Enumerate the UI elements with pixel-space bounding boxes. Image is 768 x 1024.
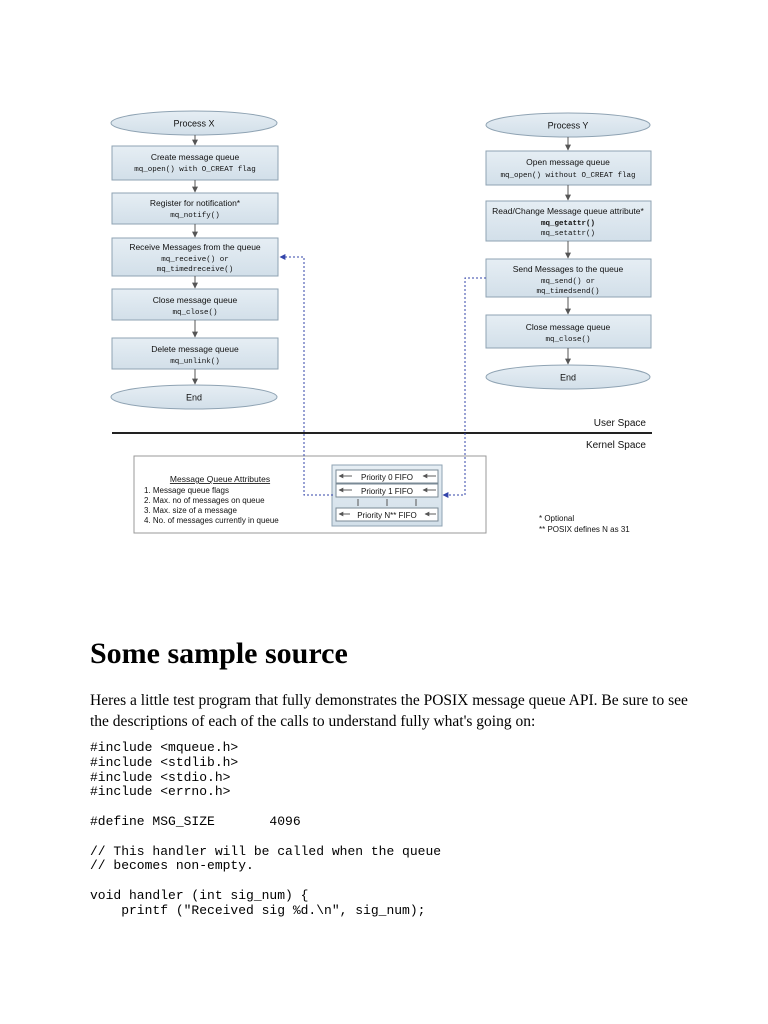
code-line xyxy=(90,800,441,815)
step-title: Open message queue xyxy=(526,157,610,167)
code-line: void handler (int sig_num) { xyxy=(90,887,309,903)
step-code: mq_open() without O_CREAT flag xyxy=(500,172,636,180)
kernel-space-label: Kernel Space xyxy=(585,440,646,451)
priority-fifo-group xyxy=(332,465,442,526)
attribute-item: 4. No. of messages currently in queue xyxy=(144,516,279,525)
process-x-step-5 xyxy=(112,338,278,369)
process-x-start-label: Process X xyxy=(173,118,215,129)
process-x-step-1 xyxy=(112,146,278,180)
process-y-step-3 xyxy=(486,259,651,297)
step-code: mq_timedreceive() xyxy=(156,266,234,274)
step-code: mq_setattr() xyxy=(540,230,596,238)
code-line: #include <mqueue.h> xyxy=(90,740,239,755)
process-x-step-2 xyxy=(112,193,278,224)
fifo-label: Priority 0 FIFO xyxy=(360,473,414,482)
code-line: #include <stdio.h> xyxy=(90,769,231,785)
section-heading: Some sample source xyxy=(90,637,348,670)
attribute-item: 1. Message queue flags xyxy=(144,486,229,495)
step-title: Create message queue xyxy=(150,152,240,162)
code-line: printf ("Received sig %d.\n", sig_num); xyxy=(90,902,426,918)
attributes-title: Message Queue Attributes xyxy=(169,474,271,484)
step-code: mq_getattr() xyxy=(540,220,596,228)
code-line: // becomes non-empty. xyxy=(90,858,254,874)
step-title: Delete message queue xyxy=(151,344,239,354)
step-title: Close message queue xyxy=(152,295,238,305)
step-code: mq_close() xyxy=(545,336,591,344)
code-block xyxy=(90,741,441,919)
process-y-step-4 xyxy=(486,315,651,348)
process-x-step-3 xyxy=(112,238,278,276)
code-line: #include <errno.h> xyxy=(90,784,231,800)
step-title: Register for notification* xyxy=(149,198,241,208)
step-code: mq_send() or xyxy=(540,278,596,286)
step-code: mq_timedsend() xyxy=(536,288,600,296)
step-code: mq_notify() xyxy=(170,212,220,220)
attribute-item: 2. Max. no of messages on queue xyxy=(144,496,265,505)
fifo-label: Priority 1 FIFO xyxy=(360,487,414,496)
user-space-label: User Space xyxy=(593,418,646,429)
code-line xyxy=(90,874,441,889)
process-x-end-label: End xyxy=(185,392,203,403)
step-code: mq_open() with O_CREAT flag xyxy=(134,166,256,174)
step-code: mq_close() xyxy=(172,309,218,317)
step-code: mq_receive() or xyxy=(161,256,229,264)
process-y-step-2 xyxy=(486,201,651,241)
process-y-step-1 xyxy=(486,151,651,185)
step-title: Send Messages to the queue xyxy=(512,264,624,274)
intro-paragraph: Heres a little test program that fully demonstrates the POSIX message queue API. Be sure to see the descriptions of each of the calls to understand fully what's going on: xyxy=(90,692,688,730)
process-x-step-4 xyxy=(112,289,278,320)
code-line: // This handler will be called when the queue xyxy=(90,843,442,859)
process-y-end-label: End xyxy=(559,372,577,383)
step-title: Read/Change Message queue attribute* xyxy=(492,206,644,216)
step-code: mq_unlink() xyxy=(170,358,220,366)
attribute-item: 3. Max. size of a message xyxy=(144,506,237,515)
code-line: #define MSG_SIZE 4096 xyxy=(90,813,301,829)
footnote-optional: * Optional xyxy=(539,514,575,523)
step-title: Close message queue xyxy=(525,322,611,332)
footnote-posix: ** POSIX defines N as 31 xyxy=(539,525,630,534)
fifo-label: Priority N** FIFO xyxy=(357,511,417,520)
process-y-start-label: Process Y xyxy=(547,120,589,131)
step-title: Receive Messages from the queue xyxy=(129,242,261,252)
code-line: #include <stdlib.h> xyxy=(90,754,239,770)
code-line xyxy=(90,830,441,845)
